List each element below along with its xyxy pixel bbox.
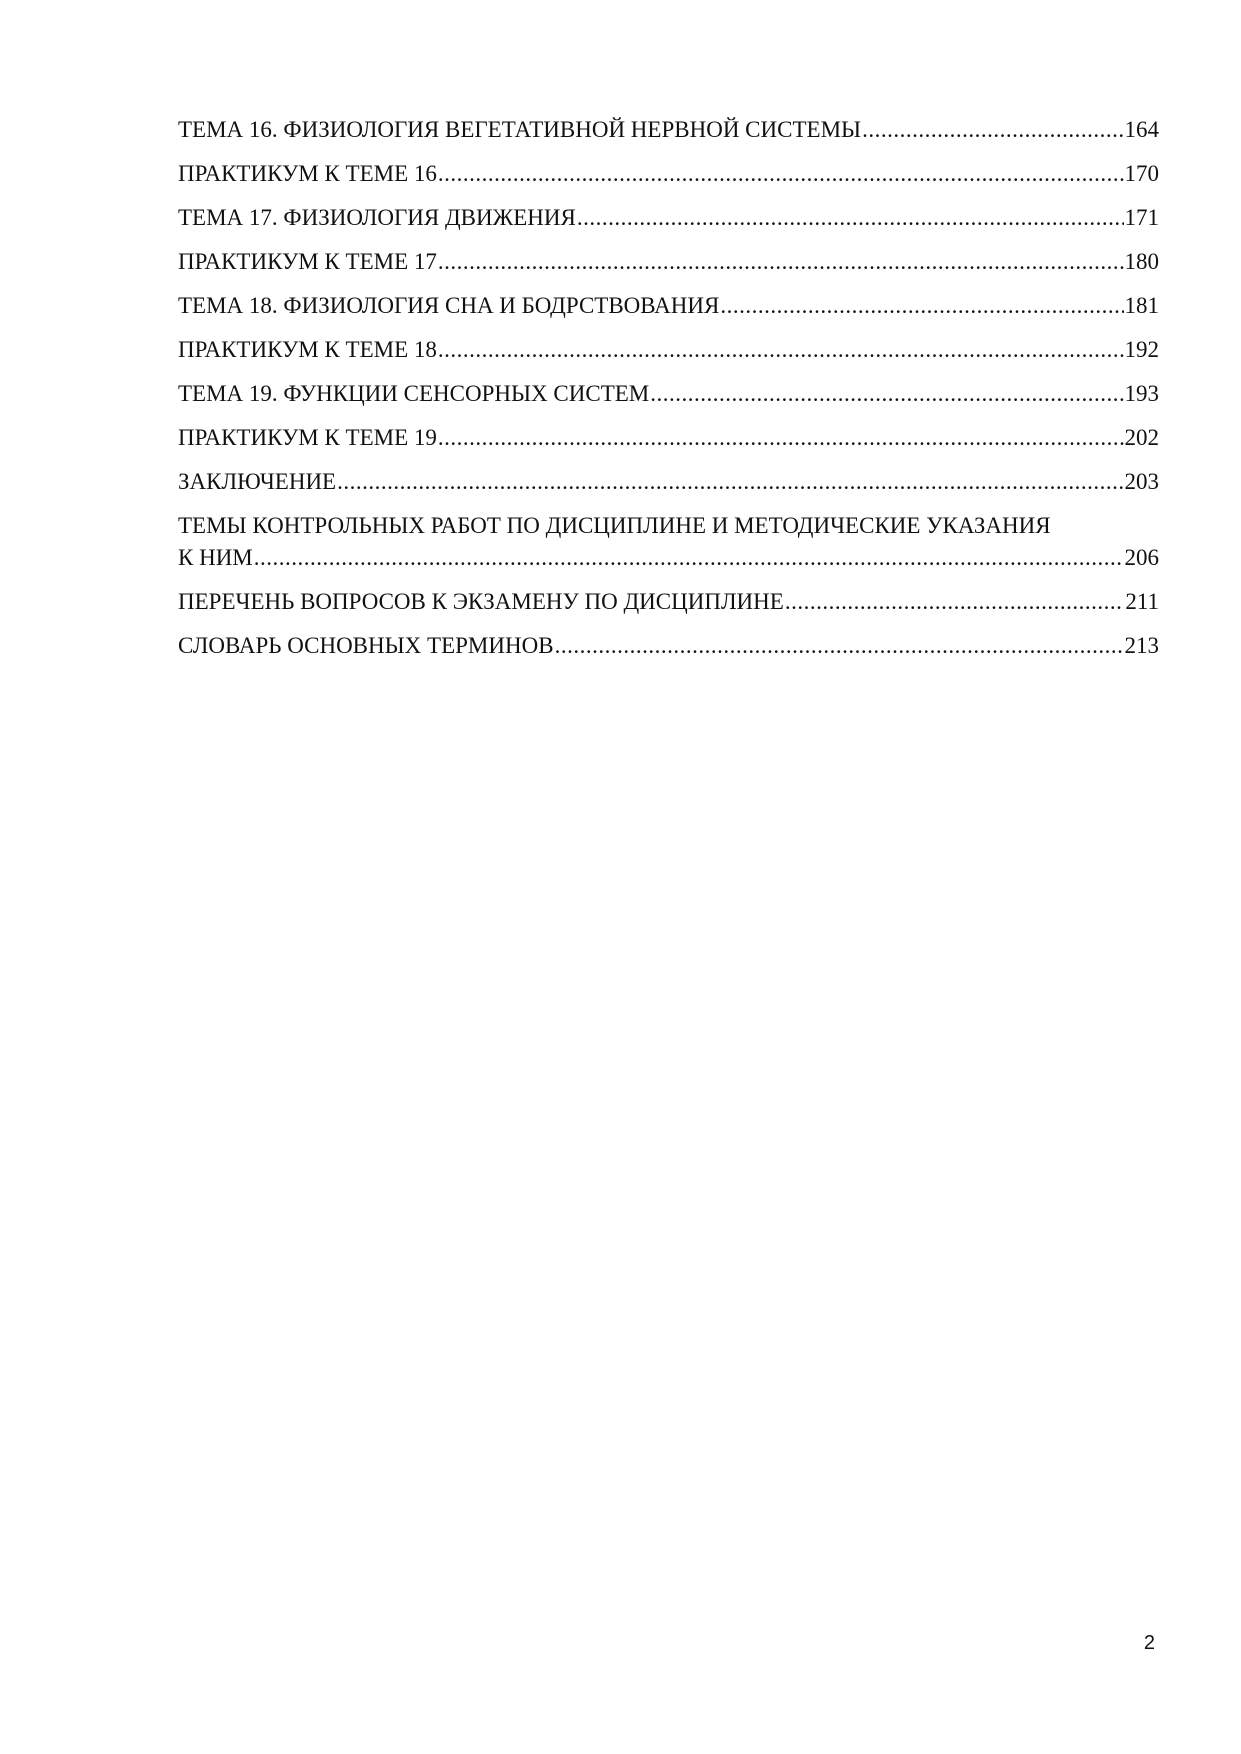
toc-entry[interactable]	[178, 114, 1159, 146]
toc-leader-dots	[438, 158, 1124, 190]
toc-leader-dots	[555, 630, 1124, 662]
toc-entry-title-line2: К НИМ	[178, 545, 253, 570]
toc-entry[interactable]	[178, 422, 1159, 454]
toc-entry-title: ТЕМА 19. ФУНКЦИИ СЕНСОРНЫХ СИСТЕМ	[178, 381, 650, 406]
toc-leader-dots	[577, 202, 1124, 234]
toc-leader-dots	[438, 422, 1124, 454]
toc-entry-title: ТЕМЫ КОНТРОЛЬНЫХ РАБОТ ПО ДИСЦИПЛИНЕ И МЕТОДИЧЕСКИЕ УКАЗАНИЯ	[178, 513, 1051, 538]
toc-entry-title: ТЕМА 16. ФИЗИОЛОГИЯ ВЕГЕТАТИВНОЙ НЕРВНОЙ СИСТЕМЫ	[178, 117, 862, 142]
toc-leader-dots	[438, 246, 1124, 278]
table-of-contents	[178, 114, 1159, 674]
toc-entry-page: 164	[1124, 117, 1159, 142]
toc-entry-page: 213	[1124, 633, 1159, 658]
toc-entry[interactable]	[178, 290, 1159, 322]
toc-entry-title: СЛОВАРЬ ОСНОВНЫХ ТЕРМИНОВ	[178, 633, 554, 658]
toc-leader-dots	[650, 378, 1123, 410]
toc-entry-page: 193	[1124, 381, 1159, 406]
toc-entry-title: ЗАКЛЮЧЕНИЕ	[178, 469, 337, 494]
toc-entry-page: 211	[1125, 589, 1159, 614]
toc-entry-title: ТЕМА 17. ФИЗИОЛОГИЯ ДВИЖЕНИЯ	[178, 205, 576, 230]
toc-leader-dots	[862, 114, 1123, 146]
toc-entry-title: ПЕРЕЧЕНЬ ВОПРОСОВ К ЭКЗАМЕНУ ПО ДИСЦИПЛИНЕ	[178, 589, 784, 614]
toc-entry[interactable]	[178, 158, 1159, 190]
toc-entry[interactable]	[178, 202, 1159, 234]
toc-entry-page: 170	[1124, 161, 1159, 186]
toc-entry-title: ПРАКТИКУМ К ТЕМЕ 16	[178, 161, 437, 186]
page-number: 2	[1143, 1632, 1155, 1654]
toc-entry-page: 203	[1124, 469, 1159, 494]
toc-entry-title: ТЕМА 18. ФИЗИОЛОГИЯ СНА И БОДРСТВОВАНИЯ	[178, 293, 720, 318]
toc-entry-title: ПРАКТИКУМ К ТЕМЕ 17	[178, 249, 437, 274]
toc-entry[interactable]	[178, 378, 1159, 410]
toc-entry-page: 206	[1124, 545, 1159, 570]
toc-entry[interactable]	[178, 334, 1159, 366]
toc-leader-dots	[720, 290, 1123, 322]
toc-entry[interactable]	[178, 510, 1159, 574]
toc-entry-page: 202	[1124, 425, 1159, 450]
toc-leader-dots	[254, 542, 1124, 574]
toc-leader-dots	[337, 466, 1123, 498]
toc-entry-page: 180	[1124, 249, 1159, 274]
toc-entry-title: ПРАКТИКУМ К ТЕМЕ 19	[178, 425, 437, 450]
toc-entry-title: ПРАКТИКУМ К ТЕМЕ 18	[178, 337, 437, 362]
toc-entry-page: 171	[1124, 205, 1159, 230]
toc-entry-title-continuation	[178, 542, 1159, 574]
toc-entry[interactable]	[178, 246, 1159, 278]
toc-leader-dots	[438, 334, 1124, 366]
toc-entry-page: 181	[1124, 293, 1159, 318]
toc-entry[interactable]	[178, 630, 1159, 662]
toc-entry-page: 192	[1124, 337, 1159, 362]
toc-entry[interactable]	[178, 586, 1159, 618]
toc-leader-dots	[785, 586, 1125, 618]
toc-entry[interactable]	[178, 466, 1159, 498]
